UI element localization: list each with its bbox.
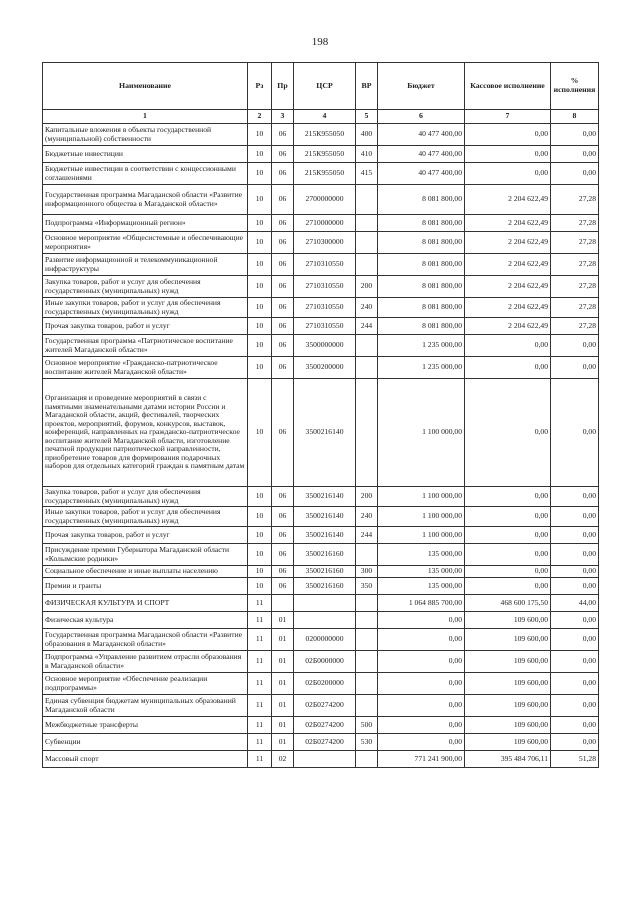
cell-name: Подпрограмма «Информационный регион» [43,215,248,232]
cell-budget: 8 081 800,00 [378,254,465,276]
cell-csr: 2710310550 [294,318,356,335]
table-row [43,695,599,717]
cell-percent: 0,00 [551,507,599,527]
header-percent: % исполнения [551,63,599,110]
cell-name: Прочая закупка товаров, работ и услуг [43,318,248,335]
header-rz: Рз [248,63,272,110]
column-number: 8 [551,110,599,124]
cell-name: Основное мероприятие «Обеспечение реализации подпрограммы» [43,673,248,695]
cell-cash: 0,00 [465,357,551,379]
cell-budget: 0,00 [378,651,465,673]
cell-vr [356,544,378,566]
cell-rz: 11 [248,717,272,734]
cell-pr: 06 [272,215,294,232]
budget-execution-table [42,62,599,768]
cell-vr [356,612,378,629]
cell-percent: 27,28 [551,276,599,298]
cell-csr: 2710310550 [294,276,356,298]
cell-cash: 0,00 [465,544,551,566]
table-row [43,673,599,695]
cell-vr: 415 [356,163,378,185]
cell-rz: 11 [248,629,272,651]
table-row [43,163,599,185]
cell-vr [356,379,378,487]
cell-percent: 0,00 [551,734,599,751]
column-number: 1 [43,110,248,124]
table-row [43,276,599,298]
cell-csr: 02Б0200000 [294,673,356,695]
cell-rz: 10 [248,487,272,507]
cell-name: Подпрограмма «Управление развитием отрасли образования в Магаданской области» [43,651,248,673]
cell-cash: 468 600 175,50 [465,595,551,612]
cell-percent: 44,00 [551,595,599,612]
table-row [43,651,599,673]
table-row [43,215,599,232]
table-row [43,254,599,276]
cell-budget: 771 241 900,00 [378,751,465,768]
cell-name: Закупка товаров, работ и услуг для обеспечения государственных (муниципальных) нужд [43,276,248,298]
cell-vr [356,185,378,215]
cell-budget: 8 081 800,00 [378,185,465,215]
cell-pr: 06 [272,527,294,544]
cell-name: Субвенции [43,734,248,751]
table-row [43,232,599,254]
cell-cash: 395 484 706,11 [465,751,551,768]
cell-csr [294,595,356,612]
cell-budget: 8 081 800,00 [378,232,465,254]
cell-budget: 1 100 000,00 [378,379,465,487]
cell-cash: 0,00 [465,379,551,487]
cell-vr: 240 [356,507,378,527]
column-number: 4 [294,110,356,124]
cell-csr: 215К955050 [294,146,356,163]
cell-percent: 0,00 [551,612,599,629]
cell-csr: 3500216140 [294,487,356,507]
cell-pr: 02 [272,751,294,768]
cell-rz: 11 [248,673,272,695]
cell-pr: 06 [272,163,294,185]
cell-name: Межбюджетные трансферты [43,717,248,734]
cell-budget: 8 081 800,00 [378,318,465,335]
cell-csr: 02Б0274200 [294,734,356,751]
cell-name: Основное мероприятие «Общесистемные и обеспечивающие мероприятия» [43,232,248,254]
cell-cash: 0,00 [465,527,551,544]
cell-pr: 01 [272,651,294,673]
cell-rz: 10 [248,379,272,487]
cell-vr: 244 [356,318,378,335]
cell-percent: 0,00 [551,651,599,673]
cell-vr: 244 [356,527,378,544]
cell-percent: 0,00 [551,163,599,185]
cell-rz: 10 [248,163,272,185]
cell-csr: 3500200000 [294,357,356,379]
cell-rz: 10 [248,185,272,215]
cell-budget: 135 000,00 [378,544,465,566]
cell-csr: 3500216140 [294,379,356,487]
cell-percent: 27,28 [551,254,599,276]
cell-rz: 10 [248,232,272,254]
cell-cash: 0,00 [465,487,551,507]
table-row [43,578,599,595]
cell-name: Организация и проведение мероприятий в связи с памятными знаменательными датами истории России и Магаданской области, акций, фестивалей, творческих проектов, мероприятий, форумов, конкурсов, выставок, конференций, направленных на гражданско-патриотическое воспитание жителей Магаданской области, изготовление печатной продукции патриотической направленности, приобретение товаров для формирования подарочных наборов для отдельных категорий граждан к памятным датам [43,379,248,487]
cell-percent: 0,00 [551,673,599,695]
cell-pr: 06 [272,544,294,566]
table-row [43,527,599,544]
cell-budget: 1 235 000,00 [378,357,465,379]
cell-csr: 02Б0000000 [294,651,356,673]
cell-pr [272,595,294,612]
cell-rz: 10 [248,146,272,163]
cell-pr: 06 [272,566,294,578]
cell-pr: 06 [272,232,294,254]
cell-pr: 01 [272,695,294,717]
cell-rz: 10 [248,566,272,578]
header-cash: Кассовое исполнение [465,63,551,110]
cell-csr: 2710310550 [294,254,356,276]
cell-name: Физическая культура [43,612,248,629]
header-row [43,63,599,110]
cell-cash: 0,00 [465,578,551,595]
cell-rz: 11 [248,595,272,612]
cell-pr: 06 [272,507,294,527]
header-vr: ВР [356,63,378,110]
cell-budget: 135 000,00 [378,566,465,578]
cell-budget: 0,00 [378,612,465,629]
cell-percent: 27,28 [551,215,599,232]
cell-pr: 01 [272,673,294,695]
cell-csr: 2710300000 [294,232,356,254]
cell-csr: 02Б0274200 [294,717,356,734]
cell-name: Иные закупки товаров, работ и услуг для обеспечения государственных (муниципальных) нужд [43,298,248,318]
cell-name: Основное мероприятие «Гражданско-патриотическое воспитание жителей Магаданской области» [43,357,248,379]
cell-pr: 06 [272,487,294,507]
cell-cash: 109 600,00 [465,629,551,651]
cell-rz: 11 [248,612,272,629]
cell-vr [356,651,378,673]
cell-rz: 10 [248,124,272,146]
cell-cash: 2 204 622,49 [465,254,551,276]
cell-budget: 1 100 000,00 [378,487,465,507]
cell-pr: 06 [272,357,294,379]
cell-pr: 06 [272,185,294,215]
page-number: 198 [311,36,329,48]
cell-name: Государственная программа «Патриотическое воспитание жителей Магаданской области» [43,335,248,357]
cell-rz: 10 [248,507,272,527]
table-row [43,124,599,146]
cell-cash: 0,00 [465,163,551,185]
cell-pr: 01 [272,629,294,651]
cell-pr: 06 [272,379,294,487]
cell-pr: 06 [272,318,294,335]
cell-budget: 1 100 000,00 [378,507,465,527]
header-pr: Пр [272,63,294,110]
cell-budget: 40 477 400,00 [378,146,465,163]
cell-pr: 06 [272,298,294,318]
cell-cash: 109 600,00 [465,695,551,717]
cell-name: Развитие информационной и телекоммуникационной инфраструктуры [43,254,248,276]
table-row [43,146,599,163]
cell-csr: 3500216140 [294,507,356,527]
cell-name: Единая субвенция бюджетам муниципальных образований Магаданской области [43,695,248,717]
cell-percent: 0,00 [551,527,599,544]
cell-csr: 2710000000 [294,215,356,232]
cell-percent: 51,28 [551,751,599,768]
cell-percent: 0,00 [551,335,599,357]
cell-cash: 109 600,00 [465,651,551,673]
cell-cash: 2 204 622,49 [465,185,551,215]
cell-budget: 0,00 [378,673,465,695]
cell-rz: 11 [248,695,272,717]
cell-percent: 0,00 [551,487,599,507]
cell-percent: 0,00 [551,695,599,717]
cell-vr: 410 [356,146,378,163]
header-name: Наименование [43,63,248,110]
cell-name: Массовый спорт [43,751,248,768]
cell-cash: 0,00 [465,566,551,578]
cell-rz: 10 [248,254,272,276]
cell-budget: 135 000,00 [378,578,465,595]
cell-cash: 0,00 [465,146,551,163]
table-row [43,487,599,507]
header-budget: Бюджет [378,63,465,110]
cell-percent: 0,00 [551,124,599,146]
cell-csr: 3500216160 [294,578,356,595]
table-row [43,612,599,629]
cell-cash: 109 600,00 [465,673,551,695]
cell-percent: 0,00 [551,629,599,651]
cell-cash: 0,00 [465,124,551,146]
cell-rz: 10 [248,215,272,232]
cell-name: Закупка товаров, работ и услуг для обеспечения государственных (муниципальных) нужд [43,487,248,507]
cell-csr: 215К955050 [294,124,356,146]
table-row [43,629,599,651]
cell-vr [356,335,378,357]
cell-cash: 2 204 622,49 [465,298,551,318]
cell-name: Бюджетные инвестиции [43,146,248,163]
cell-cash: 0,00 [465,507,551,527]
cell-name: Прочая закупка товаров, работ и услуг [43,527,248,544]
cell-pr: 01 [272,717,294,734]
cell-percent: 27,28 [551,232,599,254]
cell-vr [356,232,378,254]
cell-vr [356,695,378,717]
cell-budget: 1 064 885 700,00 [378,595,465,612]
cell-csr: 3500216160 [294,566,356,578]
cell-percent: 0,00 [551,566,599,578]
table-row [43,751,599,768]
cell-pr: 06 [272,124,294,146]
table-row [43,357,599,379]
cell-budget: 1 235 000,00 [378,335,465,357]
cell-budget: 8 081 800,00 [378,298,465,318]
cell-vr: 200 [356,276,378,298]
table-row [43,185,599,215]
column-number: 7 [465,110,551,124]
cell-percent: 0,00 [551,357,599,379]
cell-pr: 06 [272,335,294,357]
cell-vr: 300 [356,566,378,578]
cell-vr [356,595,378,612]
cell-rz: 11 [248,751,272,768]
cell-vr [356,254,378,276]
column-number: 5 [356,110,378,124]
column-number: 6 [378,110,465,124]
cell-rz: 10 [248,527,272,544]
cell-name: Социальное обеспечение и иные выплаты населению [43,566,248,578]
cell-vr: 200 [356,487,378,507]
cell-rz: 10 [248,578,272,595]
cell-percent: 27,28 [551,298,599,318]
cell-cash: 109 600,00 [465,734,551,751]
cell-cash: 2 204 622,49 [465,215,551,232]
column-number-row [43,110,599,124]
cell-rz: 10 [248,298,272,318]
cell-cash: 109 600,00 [465,717,551,734]
cell-rz: 10 [248,544,272,566]
cell-budget: 8 081 800,00 [378,215,465,232]
cell-name: ФИЗИЧЕСКАЯ КУЛЬТУРА И СПОРТ [43,595,248,612]
cell-vr: 530 [356,734,378,751]
table-row [43,595,599,612]
cell-pr: 06 [272,578,294,595]
cell-vr [356,215,378,232]
cell-budget: 1 100 000,00 [378,527,465,544]
table-row [43,507,599,527]
cell-budget: 0,00 [378,629,465,651]
cell-rz: 11 [248,734,272,751]
column-number: 3 [272,110,294,124]
cell-name: Бюджетные инвестиции в соответствии с концессионными соглашениями [43,163,248,185]
cell-budget: 0,00 [378,734,465,751]
cell-rz: 10 [248,276,272,298]
cell-pr: 01 [272,734,294,751]
cell-percent: 0,00 [551,717,599,734]
table-row [43,298,599,318]
table-row [43,379,599,487]
cell-vr [356,751,378,768]
cell-percent: 27,28 [551,318,599,335]
cell-percent: 0,00 [551,379,599,487]
cell-pr: 06 [272,276,294,298]
cell-rz: 11 [248,651,272,673]
table-row [43,318,599,335]
cell-budget: 8 081 800,00 [378,276,465,298]
cell-csr: 215К955050 [294,163,356,185]
cell-pr: 06 [272,146,294,163]
table-row [43,335,599,357]
cell-percent: 27,28 [551,185,599,215]
cell-name: Государственная программа Магаданской области «Развитие информационного общества в Магаданской области» [43,185,248,215]
cell-csr: 3500000000 [294,335,356,357]
cell-rz: 10 [248,335,272,357]
cell-cash: 2 204 622,49 [465,318,551,335]
cell-percent: 0,00 [551,578,599,595]
cell-budget: 0,00 [378,695,465,717]
cell-name: Государственная программа Магаданской области «Развитие образования в Магаданской области» [43,629,248,651]
cell-cash: 2 204 622,49 [465,232,551,254]
cell-csr [294,612,356,629]
cell-rz: 10 [248,318,272,335]
cell-csr: 2700000000 [294,185,356,215]
cell-cash: 0,00 [465,335,551,357]
cell-csr: 02Б0274200 [294,695,356,717]
column-number: 2 [248,110,272,124]
table-row [43,544,599,566]
table-row [43,717,599,734]
cell-budget: 40 477 400,00 [378,124,465,146]
cell-vr [356,673,378,695]
cell-csr: 3500216140 [294,527,356,544]
cell-vr: 400 [356,124,378,146]
cell-cash: 109 600,00 [465,612,551,629]
table-body [43,124,599,768]
cell-vr: 240 [356,298,378,318]
cell-name: Иные закупки товаров, работ и услуг для обеспечения государственных (муниципальных) нужд [43,507,248,527]
header-csr: ЦСР [294,63,356,110]
cell-budget: 0,00 [378,717,465,734]
cell-rz: 10 [248,357,272,379]
cell-csr: 3500216160 [294,544,356,566]
cell-csr [294,751,356,768]
cell-budget: 40 477 400,00 [378,163,465,185]
cell-name: Присуждение премии Губернатора Магаданской области «Колымские родники» [43,544,248,566]
cell-vr [356,357,378,379]
cell-pr: 01 [272,612,294,629]
cell-csr: 2710310550 [294,298,356,318]
cell-vr: 500 [356,717,378,734]
table-row [43,734,599,751]
cell-vr [356,629,378,651]
table-row [43,566,599,578]
cell-cash: 2 204 622,49 [465,276,551,298]
cell-percent: 0,00 [551,544,599,566]
cell-vr: 350 [356,578,378,595]
cell-pr: 06 [272,254,294,276]
cell-csr: 0200000000 [294,629,356,651]
cell-name: Капитальные вложения в объекты государственной (муниципальной) собственности [43,124,248,146]
cell-percent: 0,00 [551,146,599,163]
cell-name: Премии и гранты [43,578,248,595]
